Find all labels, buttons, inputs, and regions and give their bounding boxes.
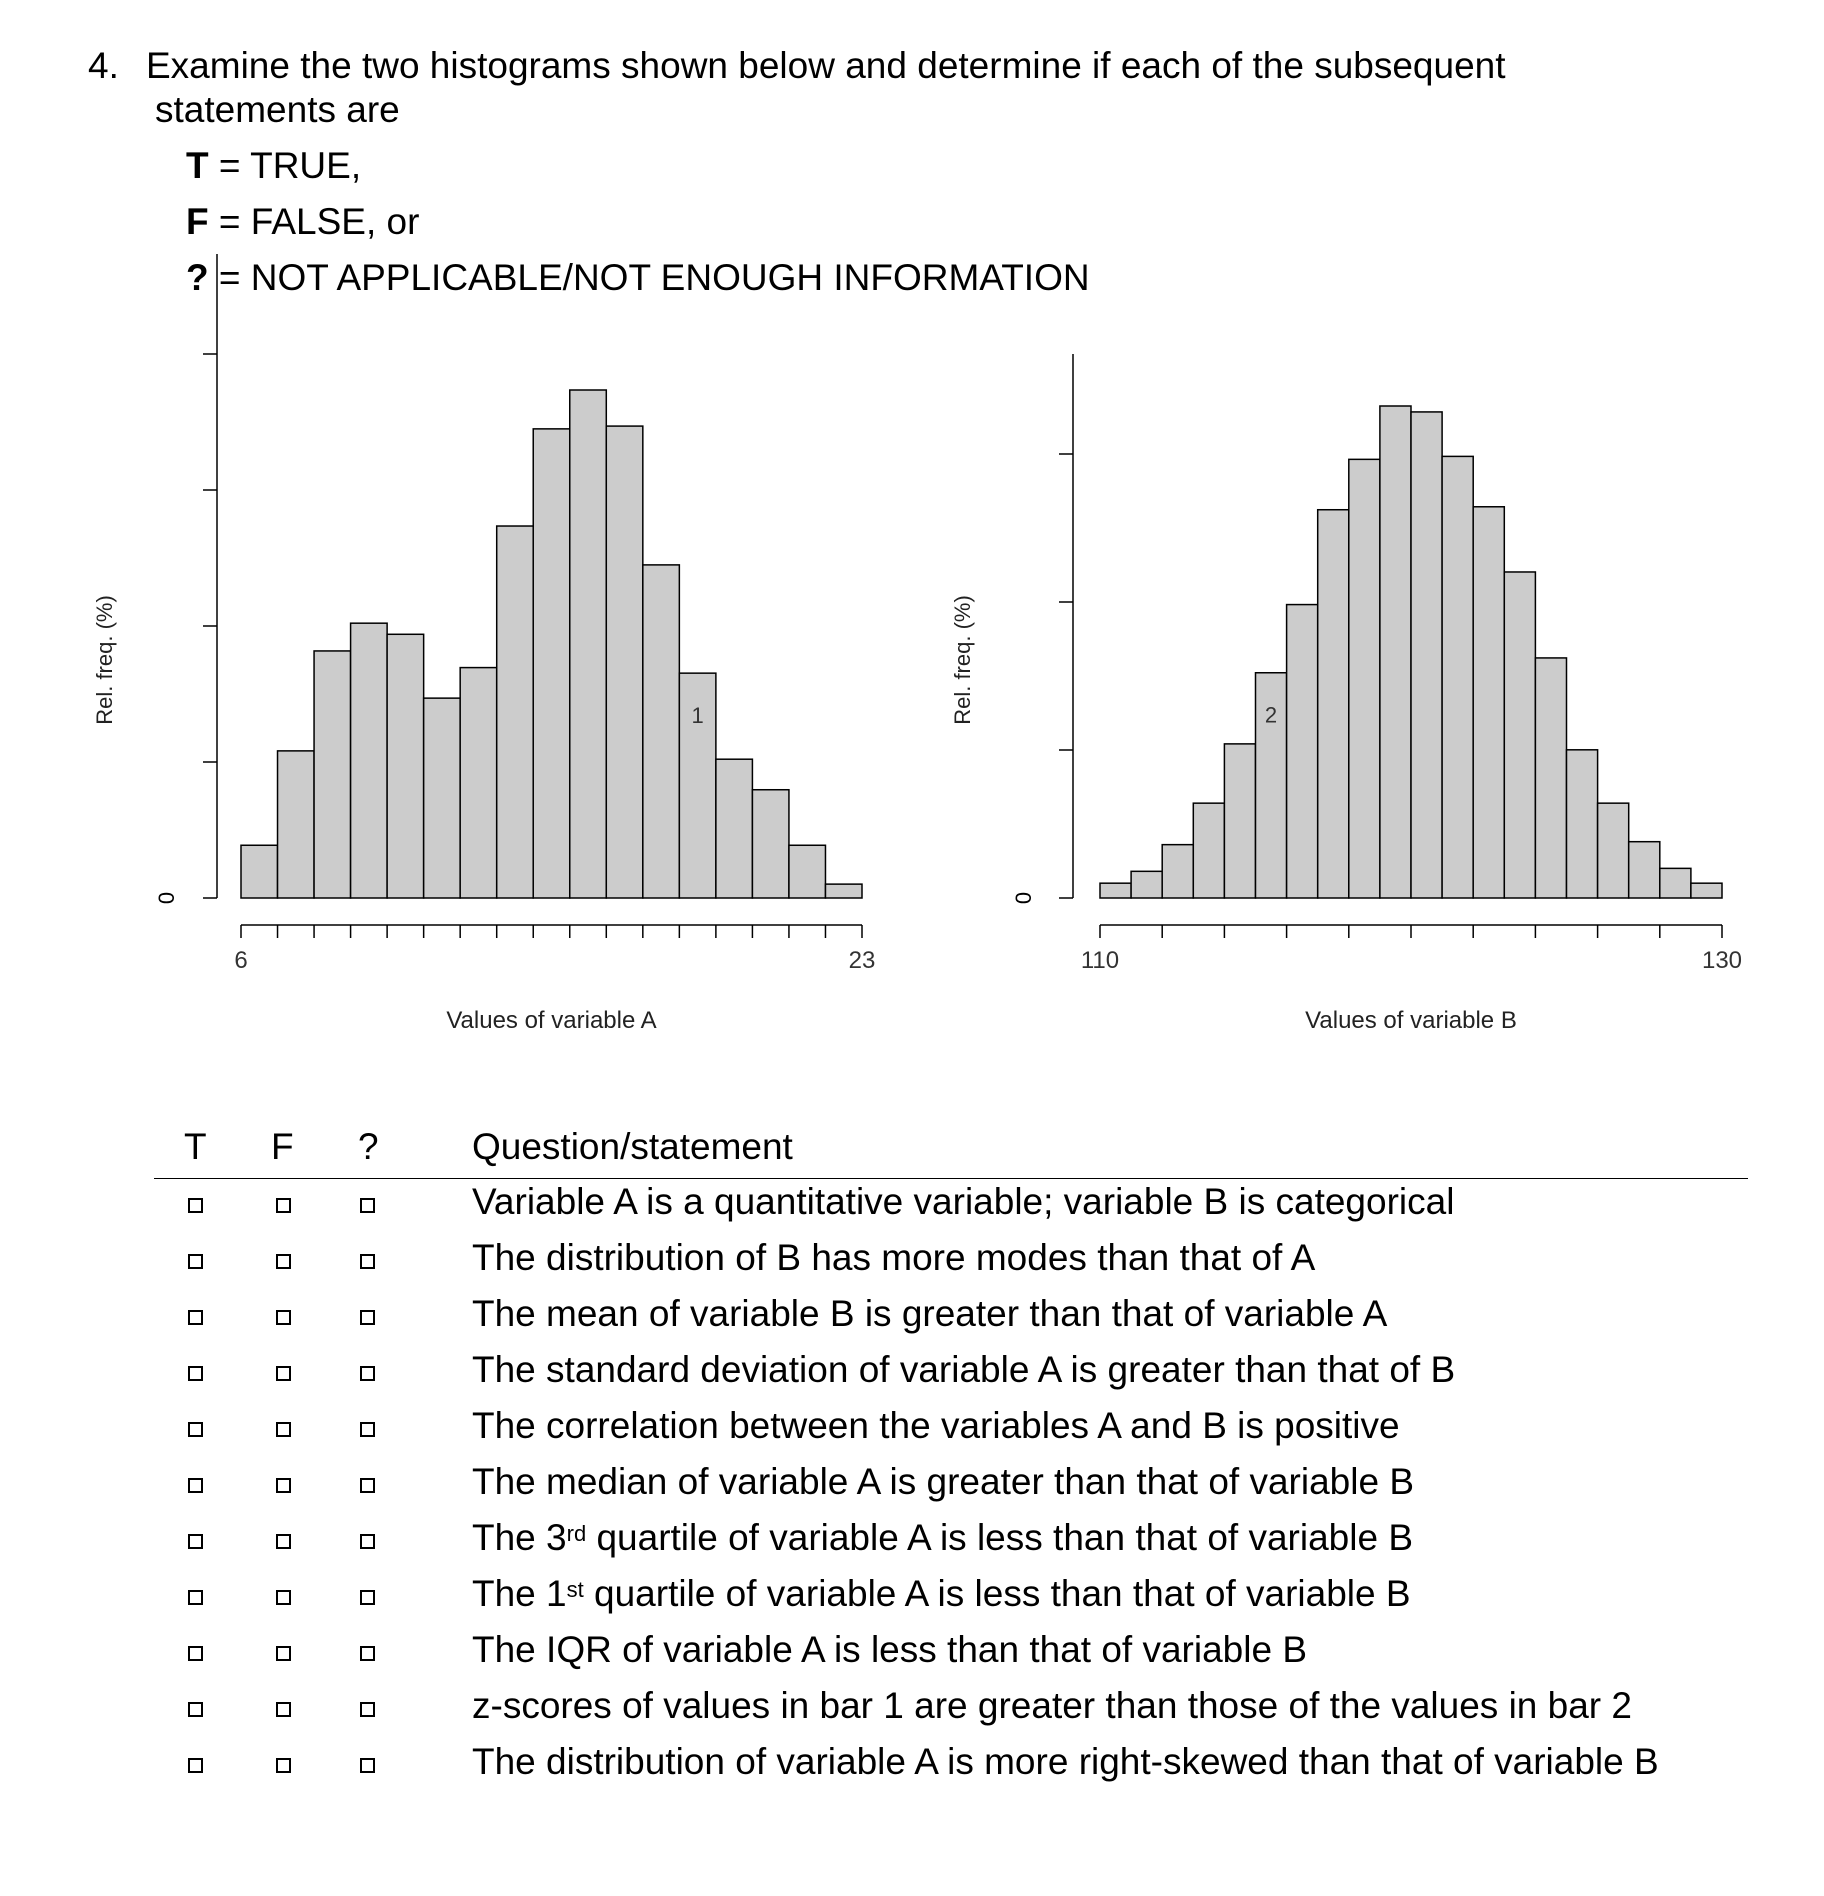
question-text-line2: statements are (155, 89, 400, 130)
statement-text (472, 1404, 1400, 1448)
statement-text (472, 1740, 1659, 1784)
y-axis-label: Rel. freq. (%) (950, 595, 975, 725)
checkbox-unknown[interactable] (360, 1702, 375, 1717)
statement-text-rest: quartile of variable A is less than that of variable B (586, 1517, 1413, 1558)
checkbox-unknown[interactable] (360, 1198, 375, 1213)
checkbox-true[interactable] (188, 1758, 203, 1773)
histogram-bar (387, 634, 424, 898)
header-false: F (271, 1126, 294, 1167)
statement-text-main: The distribution of B has more modes than that of A (472, 1237, 1316, 1278)
histogram-bar (1629, 842, 1660, 898)
statement-row (0, 1628, 1824, 1684)
checkbox-true[interactable] (188, 1478, 203, 1493)
x-tick-label: 130 (1701, 947, 1743, 974)
checkbox-true[interactable] (188, 1646, 203, 1661)
statement-text-rest: quartile of variable A is less than that of variable B (583, 1573, 1411, 1614)
histogram-bar (1660, 868, 1691, 898)
histogram-bar (789, 845, 826, 898)
checkbox-unknown[interactable] (360, 1366, 375, 1381)
checkbox-false[interactable] (276, 1478, 291, 1493)
legend-symbol: T (186, 145, 209, 186)
checkbox-false[interactable] (276, 1198, 291, 1213)
histogram-bar (1193, 803, 1224, 898)
legend-meaning: = TRUE, (208, 145, 362, 186)
y-tick-label: 0 (1011, 891, 1036, 905)
statement-row (0, 1404, 1824, 1460)
legend-symbol: F (186, 201, 209, 242)
y-tick-label: 0 (154, 891, 179, 905)
statement-row (0, 1460, 1824, 1516)
histogram-bar (752, 790, 789, 898)
statement-text-main: The mean of variable B is greater than that of variable A (472, 1293, 1388, 1334)
statement-text-main: The median of variable A is greater than that of variable B (472, 1461, 1415, 1502)
checkbox-false[interactable] (276, 1702, 291, 1717)
statement-row (0, 1516, 1824, 1572)
statement-text-main: The 1 (472, 1573, 567, 1614)
histogram-bar (424, 698, 461, 898)
statement-text-main: The 3 (472, 1517, 567, 1558)
statement-row (0, 1236, 1824, 1292)
histogram-bar (314, 651, 351, 898)
histogram-bar (1411, 412, 1442, 898)
checkbox-true[interactable] (188, 1198, 203, 1213)
checkbox-unknown[interactable] (360, 1646, 375, 1661)
histogram-bar (1349, 459, 1380, 898)
histogram-bar (1224, 744, 1255, 898)
statement-text (472, 1180, 1454, 1224)
statement-row (0, 1180, 1824, 1236)
statement-text (472, 1572, 1411, 1616)
question-text-line1: Examine the two histograms shown below and determine if each of the subsequent (146, 45, 1506, 86)
statement-text (472, 1348, 1455, 1392)
checkbox-unknown[interactable] (360, 1534, 375, 1549)
checkbox-false[interactable] (276, 1534, 291, 1549)
statement-row (0, 1348, 1824, 1404)
statement-text-main: Variable A is a quantitative variable; variable B is categorical (472, 1181, 1455, 1222)
statement-text-main: The IQR of variable A is less than that of variable B (472, 1629, 1307, 1670)
statement-text (472, 1292, 1387, 1336)
histogram-bar (1691, 883, 1722, 898)
statement-row (0, 1684, 1824, 1740)
histogram-bar (1100, 883, 1131, 898)
histogram-bar (1598, 803, 1629, 898)
histogram-bar (716, 759, 753, 898)
checkbox-unknown[interactable] (360, 1310, 375, 1325)
histogram-bar (460, 668, 497, 898)
histogram-bar (1442, 456, 1473, 898)
statement-text (472, 1684, 1632, 1728)
histogram-bar (497, 526, 534, 898)
statement-row (0, 1740, 1824, 1796)
histogram-bar (1380, 406, 1411, 898)
statement-text-main: The standard deviation of variable A is greater than that of B (472, 1349, 1456, 1390)
header-true: T (184, 1126, 207, 1167)
legend-meaning: = NOT APPLICABLE/NOT ENOUGH INFORMATION (208, 257, 1090, 298)
x-axis-label: Values of variable A (446, 1007, 657, 1034)
histogram-bar (1287, 605, 1318, 898)
histogram-bar (1318, 510, 1349, 898)
checkbox-false[interactable] (276, 1590, 291, 1605)
histogram-bar (570, 390, 607, 898)
question-number: 4. (88, 45, 119, 86)
x-tick-label: 6 (234, 947, 248, 974)
legend-meaning: = FALSE, or (208, 201, 420, 242)
histogram-bar (1473, 507, 1504, 898)
histogram-bar (643, 565, 680, 898)
checkbox-false[interactable] (276, 1422, 291, 1437)
x-axis-label: Values of variable B (1305, 1007, 1517, 1034)
checkbox-true[interactable] (188, 1254, 203, 1269)
histogram-bar (351, 623, 388, 898)
histogram-bar (278, 751, 315, 898)
statement-text-main: The distribution of variable A is more right-skewed than that of variable B (472, 1741, 1659, 1782)
statement-row (0, 1572, 1824, 1628)
statement-text (472, 1628, 1307, 1672)
statement-text-main: The correlation between the variables A and B is positive (472, 1405, 1400, 1446)
checkbox-true[interactable] (188, 1366, 203, 1381)
checkbox-unknown[interactable] (360, 1758, 375, 1773)
histogram-bar (825, 884, 862, 898)
checkbox-unknown[interactable] (360, 1478, 375, 1493)
checkbox-false[interactable] (276, 1254, 291, 1269)
y-axis-label: Rel. freq. (%) (92, 595, 117, 725)
header-rule (154, 1178, 1748, 1179)
x-tick-label: 23 (848, 947, 876, 974)
statement-text (472, 1516, 1413, 1560)
statement-text-main: z-scores of values in bar 1 are greater than those of the values in bar 2 (472, 1685, 1632, 1726)
statement-row (0, 1292, 1824, 1348)
histogram-bar (1535, 658, 1566, 898)
checkbox-false[interactable] (276, 1366, 291, 1381)
checkbox-unknown[interactable] (360, 1254, 375, 1269)
checkbox-true[interactable] (188, 1310, 203, 1325)
legend-symbol: ? (186, 257, 209, 298)
header-unknown: ? (358, 1126, 379, 1167)
bar-annotation: 2 (1264, 702, 1278, 728)
histogram-bar (1131, 871, 1162, 898)
statement-text (472, 1236, 1315, 1280)
checkbox-true[interactable] (188, 1422, 203, 1437)
checkbox-false[interactable] (276, 1758, 291, 1773)
histogram-bar (1504, 572, 1535, 898)
histogram-bar (1567, 750, 1598, 898)
checkbox-false[interactable] (276, 1646, 291, 1661)
ordinal-suffix: rd (566, 1521, 587, 1546)
checkbox-true[interactable] (188, 1590, 203, 1605)
histogram-bar (606, 426, 643, 898)
checkbox-true[interactable] (188, 1702, 203, 1717)
x-tick-label: 110 (1080, 947, 1120, 974)
bar-annotation: 1 (691, 703, 704, 729)
ordinal-suffix: st (566, 1577, 584, 1602)
histogram-bar (241, 845, 278, 898)
checkbox-unknown[interactable] (360, 1422, 375, 1437)
checkbox-true[interactable] (188, 1534, 203, 1549)
header-statement: Question/statement (472, 1126, 793, 1167)
checkbox-false[interactable] (276, 1310, 291, 1325)
statement-text (472, 1460, 1414, 1504)
histogram-bar (1162, 845, 1193, 898)
checkbox-unknown[interactable] (360, 1590, 375, 1605)
histogram-bar (533, 429, 570, 898)
